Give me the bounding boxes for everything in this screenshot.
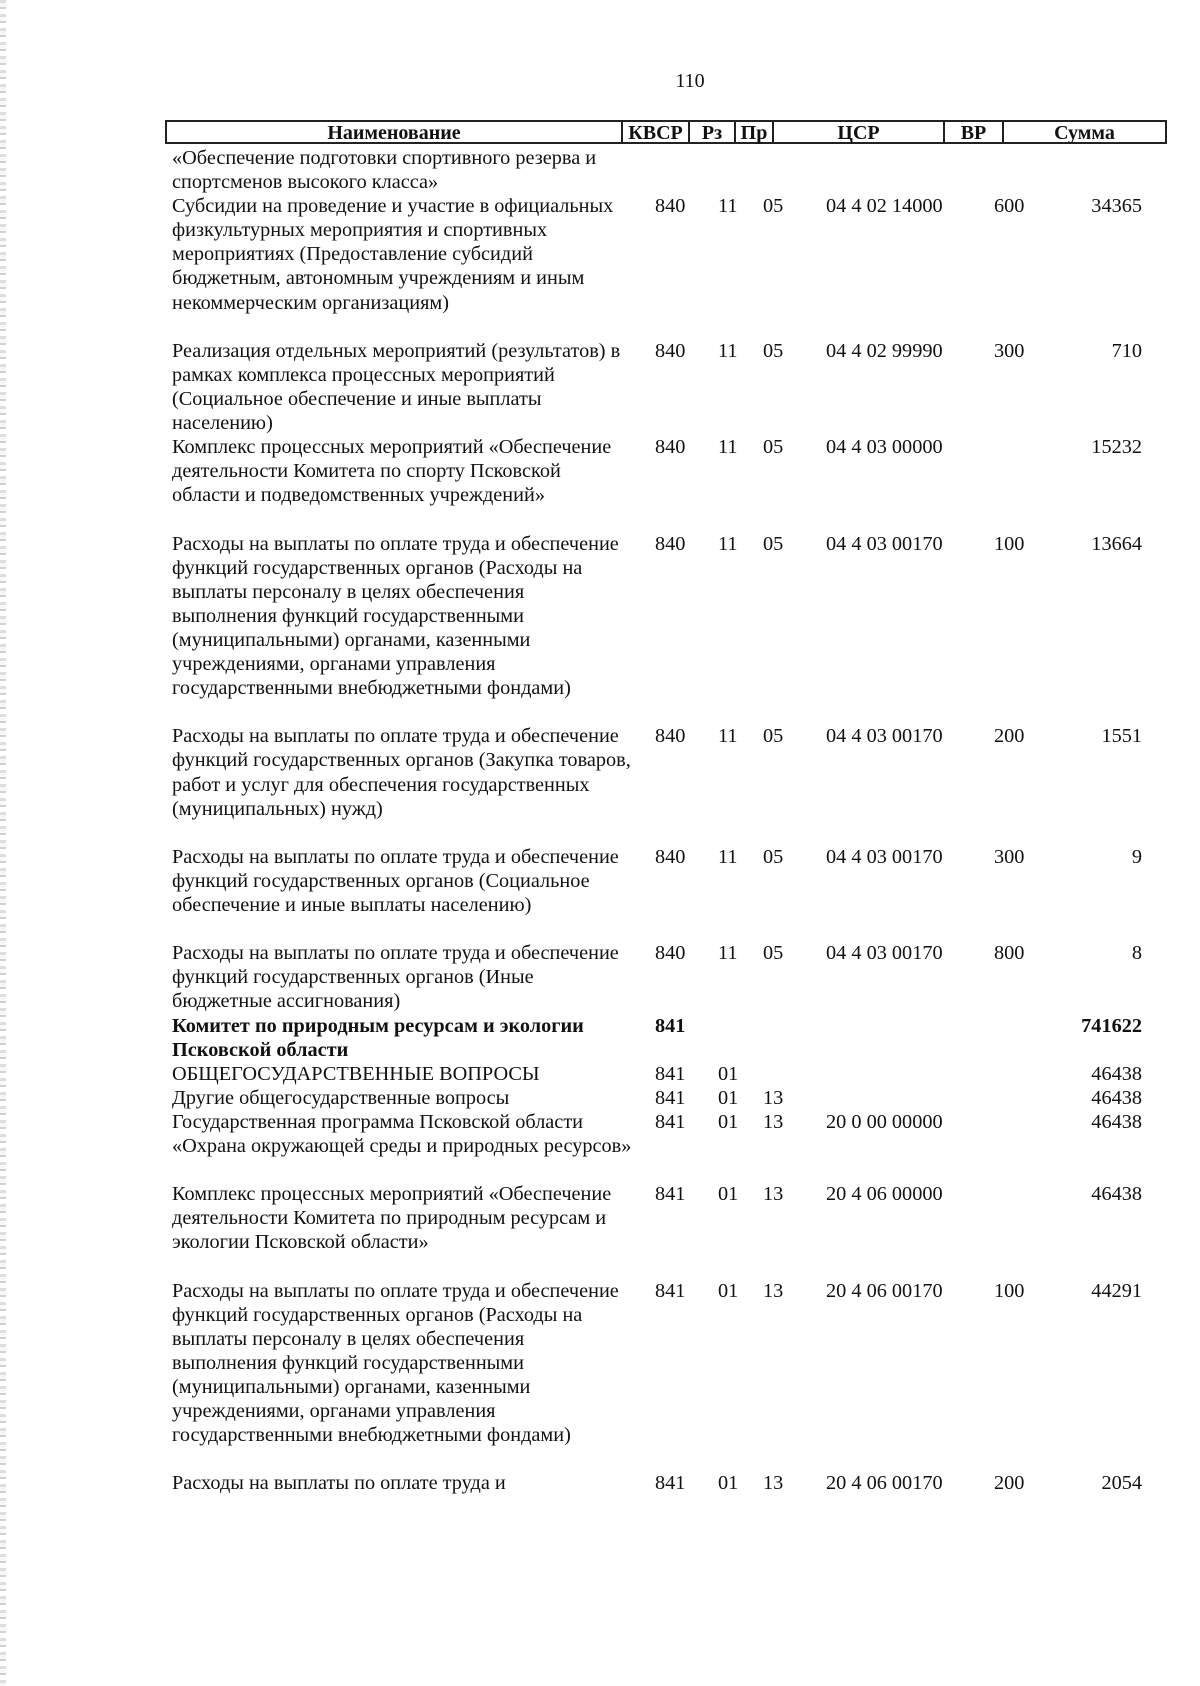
row-pr: 13 [763, 1086, 784, 1109]
column-header-rz: Рз [690, 122, 736, 142]
column-header-sum: Сумма [1054, 122, 1115, 144]
row-pr: 13 [763, 1183, 784, 1206]
row-sum: 15232 [1091, 436, 1142, 459]
row-csr: 04 4 02 14000 [826, 195, 943, 218]
row-sum: 2054 [1101, 1472, 1142, 1495]
row-name: Комитет по природным ресурсам и экологии Псковской области [172, 1014, 584, 1061]
row-csr: 20 4 06 00170 [826, 1472, 943, 1495]
row-csr: 04 4 03 00170 [826, 532, 943, 555]
row-name: Другие общегосударственные вопросы [172, 1086, 510, 1109]
row-pr: 05 [763, 725, 784, 748]
row-rz: 01 [718, 1110, 739, 1133]
row-pr: 05 [763, 942, 784, 965]
row-kvsr: 841 [655, 1110, 686, 1133]
row-rz: 11 [718, 436, 738, 459]
row-pr: 05 [763, 532, 784, 555]
row-pr: 05 [763, 339, 784, 362]
table-row [0, 1110, 1200, 1182]
table-row [0, 146, 1200, 194]
table-row [0, 1182, 1200, 1278]
row-rz: 11 [718, 725, 738, 748]
row-rz: 01 [718, 1086, 739, 1109]
row-pr: 13 [763, 1110, 784, 1133]
row-kvsr: 841 [655, 1014, 686, 1037]
column-header-name: Наименование [167, 122, 623, 142]
row-name: Государственная программа Псковской области «Охрана окружающей среды и природных ресурсов» [172, 1110, 632, 1158]
row-kvsr: 840 [655, 942, 686, 965]
table-row [0, 724, 1200, 845]
row-pr: 05 [763, 845, 784, 868]
table-header [165, 120, 1167, 144]
row-csr: 04 4 03 00170 [826, 942, 943, 965]
row-sum: 710 [1111, 339, 1142, 362]
row-vr: 100 [994, 532, 1025, 555]
row-name: Реализация отдельных мероприятий (результатов) в рамках комплекса процессных мероприятий (Социальное обеспечение и иные выплаты населению) [172, 339, 621, 435]
row-rz: 01 [718, 1062, 739, 1085]
row-rz: 01 [718, 1183, 739, 1206]
row-kvsr: 841 [655, 1183, 686, 1206]
column-header-kvsr: КВСР [623, 122, 690, 142]
row-vr: 300 [994, 845, 1025, 868]
row-pr: 13 [763, 1279, 784, 1302]
row-pr: 05 [763, 436, 784, 459]
row-vr: 100 [994, 1279, 1025, 1302]
row-csr: 04 4 03 00000 [826, 436, 943, 459]
row-csr: 04 4 02 99990 [826, 339, 943, 362]
table-row [0, 1014, 1200, 1062]
row-name: Расходы на выплаты по оплате труда и обеспечение функций государственных органов (Социальное обеспечение и иные выплаты населению) [172, 845, 619, 917]
row-kvsr: 841 [655, 1279, 686, 1302]
table-body [0, 146, 1200, 1496]
row-sum: 9 [1131, 845, 1142, 868]
row-kvsr: 840 [655, 725, 686, 748]
table-row [0, 941, 1200, 1013]
row-sum: 46438 [1091, 1086, 1142, 1109]
row-csr: 20 4 06 00000 [826, 1183, 943, 1206]
row-sum: 741622 [1081, 1014, 1142, 1037]
row-sum: 46438 [1091, 1110, 1142, 1133]
row-vr: 800 [994, 942, 1025, 965]
row-kvsr: 840 [655, 339, 686, 362]
row-vr: 200 [994, 1472, 1025, 1495]
row-kvsr: 841 [655, 1062, 686, 1085]
row-name: Комплекс процессных мероприятий «Обеспечение деятельности Комитета по природным ресурсам и экологии Псковской области» [172, 1183, 612, 1254]
table-row [0, 1471, 1200, 1495]
table-row [0, 1279, 1200, 1472]
row-name: Расходы на выплаты по оплате труда и обеспечение функций государственных органов (Расходы на выплаты персоналу в целях обеспечения выполнения функций государственными (муниципальными) органами, казенными учреждениями, органами управления государственными внебюджетными фондами) [172, 1279, 619, 1447]
row-sum: 46438 [1091, 1062, 1142, 1085]
table-row [0, 845, 1200, 941]
row-sum: 34365 [1091, 195, 1142, 218]
row-sum: 46438 [1091, 1183, 1142, 1206]
row-kvsr: 840 [655, 845, 686, 868]
row-csr: 20 0 00 00000 [826, 1110, 943, 1133]
row-name: Расходы на выплаты по оплате труда и обеспечение функций государственных органов (Закупка товаров, работ и услуг для обеспечения государственных (муниципальных) нужд) [172, 725, 631, 820]
row-name: Субсидии на проведение и участие в официальных физкультурных мероприятия и спортивных мероприятиях (Предоставление субсидий бюджетным, автономным учреждениям и иным некоммерческим организациям) [172, 195, 614, 314]
row-vr: 600 [994, 195, 1025, 218]
row-sum: 1551 [1101, 725, 1142, 748]
row-vr: 300 [994, 339, 1025, 362]
page-number: 110 [675, 70, 705, 92]
row-vr: 200 [994, 725, 1025, 748]
row-kvsr: 840 [655, 195, 686, 218]
row-name: Расходы на выплаты по оплате труда и [172, 1472, 506, 1495]
row-rz: 11 [718, 532, 738, 555]
row-rz: 11 [718, 339, 738, 362]
row-kvsr: 841 [655, 1472, 686, 1495]
row-name: «Обеспечение подготовки спортивного резерва и спортсменов высокого класса» [172, 147, 597, 194]
row-name: ОБЩЕГОСУДАРСТВЕННЫЕ ВОПРОСЫ [172, 1062, 540, 1085]
row-csr: 20 4 06 00170 [826, 1279, 943, 1302]
table-row [0, 435, 1200, 531]
table-row [0, 1062, 1200, 1086]
row-pr: 05 [763, 195, 784, 218]
table-row [0, 339, 1200, 435]
row-kvsr: 840 [655, 532, 686, 555]
row-rz: 01 [718, 1472, 739, 1495]
row-name: Расходы на выплаты по оплате труда и обеспечение функций государственных органов (Расходы на выплаты персоналу в целях обеспечения выполнения функций государственными (муниципальными) органами, казенными учреждениями, органами управления государственными внебюджетными фондами) [172, 532, 619, 700]
row-csr: 04 4 03 00170 [826, 845, 943, 868]
column-header-pr: Пр [736, 122, 774, 142]
table-row [0, 194, 1200, 339]
row-kvsr: 840 [655, 436, 686, 459]
row-sum: 8 [1131, 942, 1142, 965]
row-sum: 13664 [1091, 532, 1142, 555]
row-sum: 44291 [1091, 1279, 1142, 1302]
row-csr: 04 4 03 00170 [826, 725, 943, 748]
row-rz: 01 [718, 1279, 739, 1302]
row-pr: 13 [763, 1472, 784, 1495]
table-row [0, 532, 1200, 725]
column-header-vr: ВР [945, 122, 1004, 142]
row-rz: 11 [718, 845, 738, 868]
table-row [0, 1086, 1200, 1110]
row-kvsr: 841 [655, 1086, 686, 1109]
row-name: Расходы на выплаты по оплате труда и обеспечение функций государственных органов (Иные бюджетные ассигнования) [172, 942, 619, 1013]
row-name: Комплекс процессных мероприятий «Обеспечение деятельности Комитета по спорту Псковской области и подведомственных учреждений» [172, 436, 612, 507]
row-rz: 11 [718, 942, 738, 965]
row-rz: 11 [718, 195, 738, 218]
column-header-csr: ЦСР [774, 122, 945, 142]
